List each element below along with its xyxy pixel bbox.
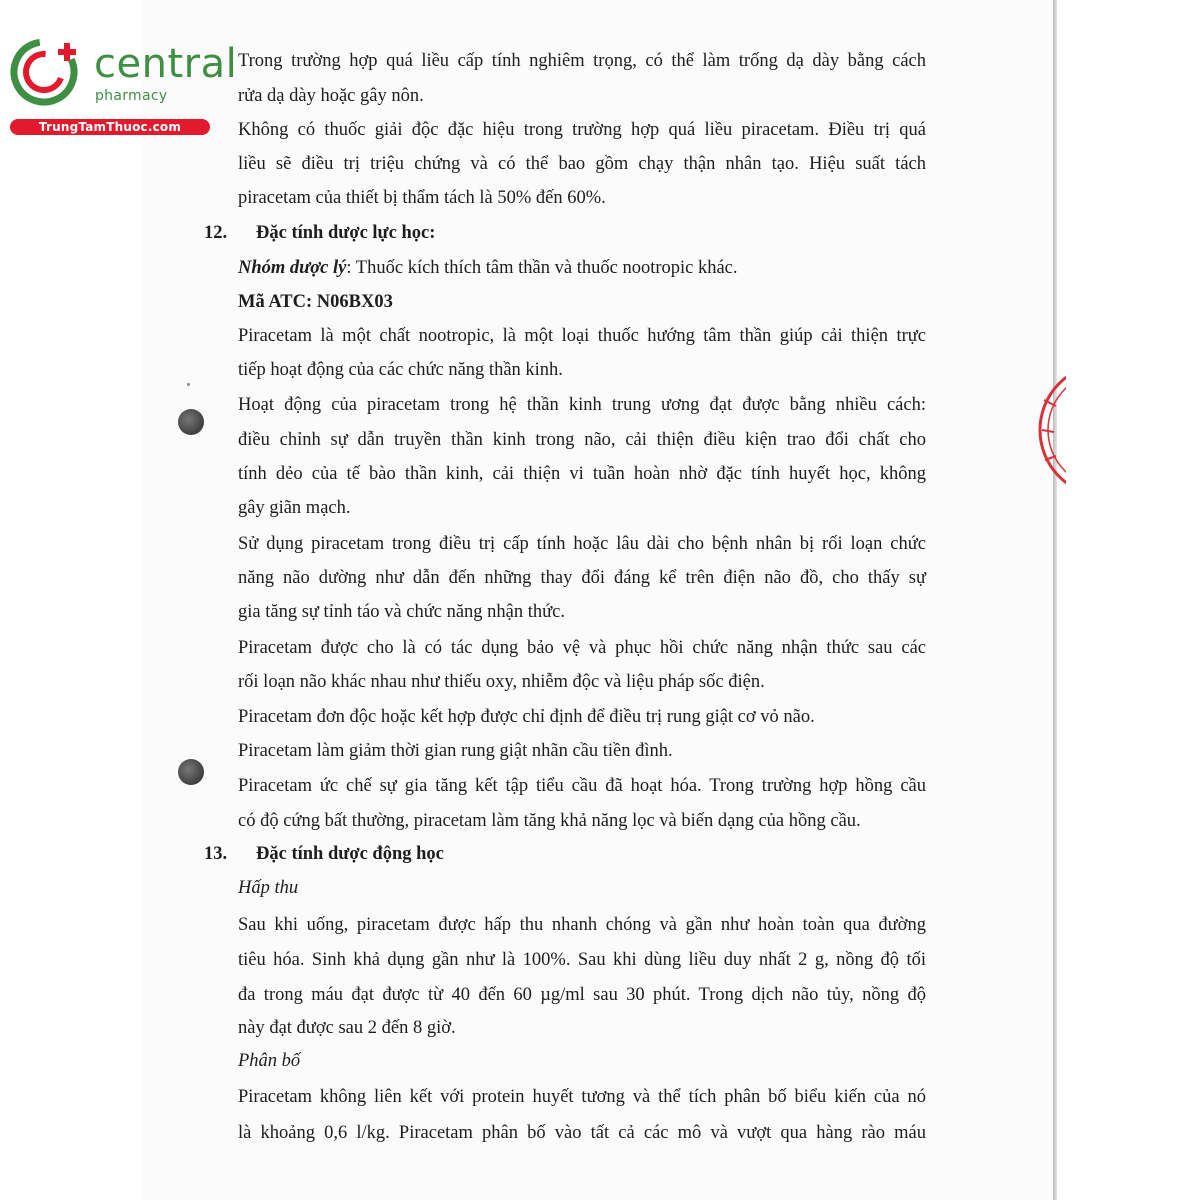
- section-13-number: 13.: [204, 844, 228, 864]
- scan-speck: [187, 383, 190, 386]
- pd-p4-line-2: rối loạn não khác nhau như thiếu oxy, nhiễm độc và liệu pháp sốc điện.: [238, 672, 765, 692]
- overdose-line-1: Trong trường hợp quá liều cấp tính nghiêm trọng, có thể làm trống dạ dày bằng cách: [238, 51, 926, 71]
- pd-p3-line-1: Sử dụng piracetam trong điều trị cấp tính hoặc lâu dài cho bệnh nhân bị rối loạn chức: [238, 534, 926, 554]
- section-13-title: Đặc tính dược động học: [256, 844, 444, 864]
- pd-p2-line-4: gây giãn mạch.: [238, 498, 351, 518]
- pd-p3-line-3: gia tăng sự tỉnh táo và chức năng nhận thức.: [238, 602, 566, 622]
- absorption-line-4: này đạt được sau 2 đến 8 giờ.: [238, 1018, 456, 1038]
- pharmacy-cross-logo-icon: [8, 36, 90, 108]
- brand-tagline: pharmacy: [95, 88, 168, 104]
- distribution-line-2: là khoảng 0,6 l/kg. Piracetam phân bố vào tất cả các mô và vượt qua hàng rào máu: [238, 1123, 926, 1143]
- pd-p7-line-1: Piracetam ức chế sự gia tăng kết tập tiểu cầu đã hoạt hóa. Trong trường hợp hồng cầu: [238, 776, 926, 796]
- pd-p1-line-2: tiếp hoạt động của các chức năng thần kinh.: [238, 360, 563, 380]
- distribution-line-1: Piracetam không liên kết với protein huyết tương và thể tích phân bố biểu kiến của nó: [238, 1087, 926, 1107]
- absorption-subtitle: Hấp thu: [238, 878, 299, 898]
- pharmacologic-group-label: Nhóm dược lý: [238, 258, 347, 278]
- pd-p3-line-2: năng não dường như dẫn đến những thay đổi đáng kể trên điện não đồ, cho thấy sự: [238, 568, 926, 588]
- punch-hole-top: [178, 409, 204, 435]
- left-margin: [0, 0, 143, 1200]
- pharmacologic-group-value: : Thuốc kích thích tâm thần và thuốc nootropic khác.: [346, 258, 738, 278]
- site-url-banner: TrungTamThuoc.com: [10, 119, 210, 135]
- pd-p2-line-2: điều chỉnh sự dẫn truyền thần kinh trong não, cải thiện điều kiện trao đổi chất cho: [238, 430, 926, 450]
- red-seal-stamp-icon: [1036, 360, 1066, 500]
- pharmacologic-group-line: [238, 256, 926, 280]
- overdose-line-2: rửa dạ dày hoặc gây nôn.: [238, 86, 424, 106]
- section-12-title: Đặc tính dược lực học:: [256, 223, 436, 243]
- distribution-subtitle: Phân bố: [238, 1051, 301, 1071]
- pd-p4-line-1: Piracetam được cho là có tác dụng bảo vệ và phục hồi chức năng nhận thức sau các: [238, 638, 926, 658]
- overdose-line-4: liều sẽ điều trị triệu chứng và có thể bao gồm chạy thận nhân tạo. Hiệu suất tách: [238, 154, 926, 174]
- absorption-line-1: Sau khi uống, piracetam được hấp thu nhanh chóng và gần như hoàn toàn qua đường: [238, 915, 926, 935]
- pd-p2-line-3: tính dẻo của tế bào thần kinh, cải thiện vi tuần hoàn nhờ đặc tính huyết học, không: [238, 464, 926, 484]
- absorption-line-3: đa trong máu đạt được từ 40 đến 60 µg/ml sau 30 phút. Trong dịch não tủy, nồng độ: [238, 985, 926, 1005]
- right-margin: [1057, 0, 1200, 1200]
- atc-code: Mã ATC: N06BX03: [238, 292, 393, 312]
- absorption-line-2: tiêu hóa. Sinh khả dụng gần như là 100%. Sau khi dùng liều duy nhất 2 g, nồng độ tối: [238, 950, 926, 970]
- pd-p5: Piracetam đơn độc hoặc kết hợp được chỉ định để điều trị rung giật cơ vỏ não.: [238, 707, 815, 727]
- central-pharmacy-logo[interactable]: [8, 36, 238, 140]
- section-12-number: 12.: [204, 223, 228, 243]
- punch-hole-bottom: [178, 759, 204, 785]
- pd-p6: Piracetam làm giảm thời gian rung giật nhãn cầu tiền đình.: [238, 741, 673, 761]
- overdose-line-3: Không có thuốc giải độc đặc hiệu trong trường hợp quá liều piracetam. Điều trị quá: [238, 120, 926, 140]
- pd-p1-line-1: Piracetam là một chất nootropic, là một loại thuốc hướng tâm thần giúp cải thiện trực: [238, 326, 926, 346]
- pd-p2-line-1: Hoạt động của piracetam trong hệ thần kinh trung ương đạt được bằng nhiều cách:: [238, 395, 926, 415]
- overdose-line-5: piracetam của thiết bị thẩm tách là 50% đến 60%.: [238, 188, 606, 208]
- pd-p7-line-2: có độ cứng bất thường, piracetam làm tăng khả năng lọc và biến dạng của hồng cầu.: [238, 811, 861, 831]
- brand-name: central: [94, 41, 238, 87]
